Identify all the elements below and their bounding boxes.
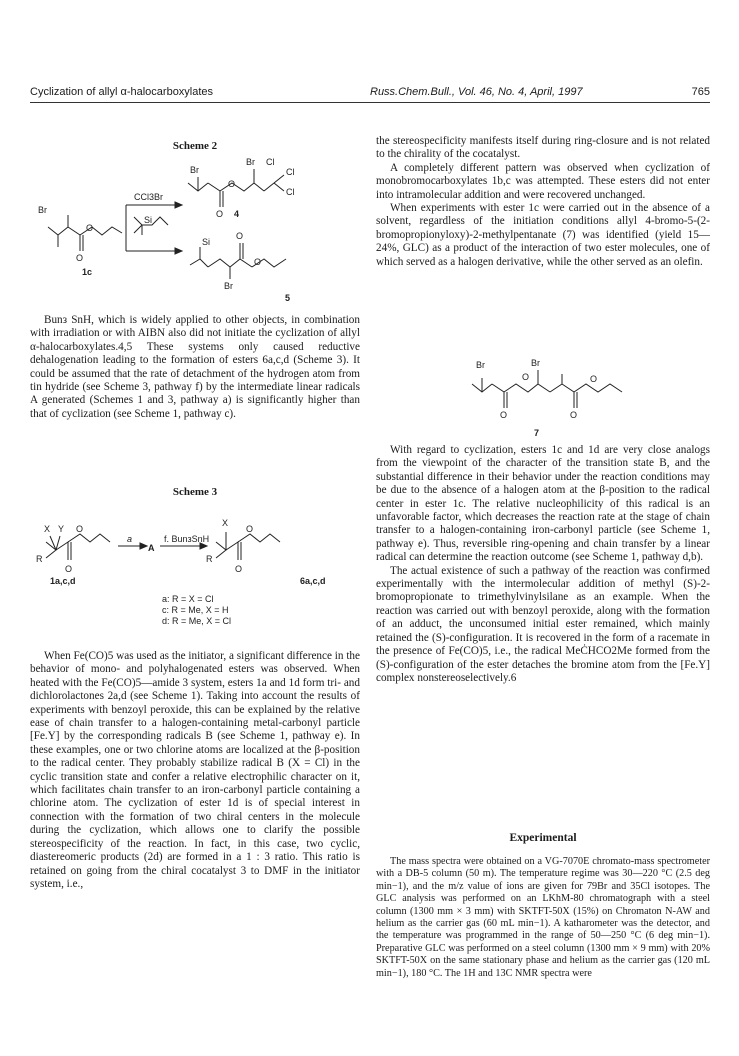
atom-si: Si bbox=[144, 215, 153, 225]
experimental-heading: Experimental bbox=[509, 832, 577, 844]
paragraph: The mass spectra were obtained on a VG-7070E chromato-mass spectrometer with a DB-5 column (50 m). The temperature regime was 30—220 °C (2.5 deg min−1), and the m/z value of ions are given for 79Br and 35Cl isotopes. The GLC analysis was performed on an LKhM-80 chromatograph with a steel column (1300 mm × 3 mm) with SKTFT-50X (15%) on Chromaton N-AW and helium as the carrier gas (60 mL min−1). A katharometer was the detector, and the temperature was programmed in the range of 50—250 °C (6 deg min−1). Preparative GLC was performed on a steel column (1300 mm × 9 mm) with 20% SKTFT-50X on the same stationary phase and helium as the carrier gas (120 mL min−1), 180 °C. The 1H and 13C NMR spectra were bbox=[376, 856, 710, 979]
paragraph: When experiments with ester 1c were carried out in the absence of a solvent, regardless of the initiation conditions allyl 4-bromo-5-(2-bromopropionyloxy)-2-methylpentanate (7) was identified (yield 15—24%, GLC) as a product of the interaction of two ester molecules, one of which served as a halogen derivative, while the other served as an olefin. bbox=[376, 202, 710, 268]
reagent-ccl3br: CCl3Br bbox=[134, 192, 164, 202]
paragraph: Bunз SnH, which is widely applied to other objects, in combination with irradiation or with AIBN also did not initiate the cyclization of allyl α-halocarboxylates.4,5 These systems only caused reductive dehalogenation leading to the formation of esters 6a,c,d (Scheme 3). It could be assumed that the rate of detachment of the hydrogen atom from tin hydride (see Scheme 3, pathway f) by the intermediate linear radicals A generated (Schemes 1 and 3, pathway a) is significantly higher than that of cyclization (see Scheme 1, pathway c). bbox=[30, 314, 360, 420]
atom-br: Br bbox=[38, 205, 47, 215]
paragraph: the stereospecificity manifests itself during ring-closure and is not related to the chirality of the cocatalyst. bbox=[376, 135, 710, 161]
left-column-lower bbox=[30, 650, 360, 891]
atom-o: O bbox=[86, 223, 94, 233]
scheme2-caption: Scheme 2 bbox=[172, 140, 218, 152]
running-header bbox=[30, 86, 710, 103]
atom-o: O bbox=[216, 209, 224, 219]
experimental-text bbox=[376, 856, 710, 980]
atom-o: O bbox=[235, 564, 243, 574]
atom-cl: Cl bbox=[266, 157, 275, 167]
scheme3-figure bbox=[30, 502, 360, 642]
atom-o: O bbox=[65, 564, 73, 574]
label-6acd: 6a,c,d bbox=[300, 576, 326, 586]
label-4: 4 bbox=[234, 209, 240, 219]
right-column-upper bbox=[376, 135, 710, 269]
atom-br: Br bbox=[190, 165, 199, 175]
atom-o: O bbox=[236, 231, 244, 241]
scheme2-figure bbox=[30, 155, 360, 305]
atom-o: O bbox=[570, 410, 578, 420]
header-journal-citation: Russ.Chem.Bull., Vol. 46, No. 4, April, 1997 bbox=[370, 86, 583, 98]
atom-si: Si bbox=[202, 237, 211, 247]
label-1c: 1c bbox=[82, 267, 93, 277]
atom-r: R bbox=[36, 554, 43, 564]
atom-x: X bbox=[222, 518, 229, 528]
atom-cl: Cl bbox=[286, 187, 295, 197]
header-article-title: Cyclization of allyl α-halocarboxylates bbox=[30, 86, 214, 98]
atom-r: R bbox=[206, 554, 213, 564]
atom-y: Y bbox=[58, 524, 65, 534]
scheme3-caption: Scheme 3 bbox=[172, 486, 218, 498]
atom-br: Br bbox=[531, 358, 540, 368]
atom-o: O bbox=[228, 179, 236, 189]
legend-d: d: R = Me, X = Cl bbox=[162, 616, 232, 626]
atom-o: O bbox=[500, 410, 508, 420]
atom-br: Br bbox=[246, 157, 255, 167]
paragraph: The actual existence of such a pathway of the reaction was confirmed experimentally with the intermolecular addition of methyl (S)-2-bromopropionate to trimethylvinylsilane as an example. When the reaction was carried out with benzoyl peroxide, along with the formation of an adduct, the unconsumed initial ester remained, which mainly retained the (S)-configuration. It is recovered in the form of a racemate in the presence of Fe(CO)5, i.e., the radical MeĊHCO2Me formed from the (S)-configuration of the ester detaches the bromine atom from the [Fe.Y] complex nonstereoselectively.6 bbox=[376, 564, 710, 684]
atom-cl: Cl bbox=[286, 167, 295, 177]
arrow-a-label: a bbox=[127, 534, 133, 544]
intermediate-a: A bbox=[148, 543, 155, 553]
atom-o: O bbox=[522, 372, 530, 382]
atom-br: Br bbox=[476, 360, 485, 370]
atom-br: Br bbox=[224, 281, 233, 291]
paragraph: A completely different pattern was observed when cyclization of monobromocarboxylates 1b,c was attempted. These esters did not enter into intramolecular addition and were recovered unchanged. bbox=[376, 161, 710, 201]
atom-o: O bbox=[76, 524, 84, 534]
paragraph: With regard to cyclization, esters 1c and 1d are very close analogs from the viewpoint of the character of the transition state B, and the substantial difference in their behavior under the reaction conditions may be due to the absence of a halogen atom at the β-position to the radical center in ester 1c. The relative nucleophilicity of this radical is an unfavorable factor, which decreases the reaction rate at the stage of chain transfer to a halogen-containing iron-carbonyl particle (see Scheme 1, pathway e). Thus, reversible ring-opening and chain transfer by a linear radical can determine the reaction outcome (see Scheme 1, pathway d,b). bbox=[376, 444, 710, 564]
arrow-f-label: f. BunзSnH bbox=[164, 534, 210, 544]
legend-a: a: R = X = Cl bbox=[162, 594, 214, 604]
label-1acd: 1a,c,d bbox=[50, 576, 76, 586]
paragraph: When Fe(CO)5 was used as the initiator, a significant difference in the behavior of mono- and polyhalogenated esters was observed. When heated with the Fe(CO)5—amide 3 system, esters 1a and 1d form tri- and dichlorolactones 2a,d (see Scheme 1). Taking into account the results of experiments with benzoyl peroxide, this can be explained by the relative ease of chain transfer to a halogen-containing metal-carbonyl particle [Fe.Y] by the corresponding radicals B (see Scheme 1, pathway e). In these examples, one or two chlorine atoms are localized at the β-position to the radical center. They probably stabilize radical B (X = Cl) in the cyclic transition state and confer a relative electrophilic character on it, which facilitates chain transfer to an iron-carbonyl particle containing a chlorine atom. The cyclization of ester 1d is of special interest in connection with the formation of two chiral centers in the molecule during the cyclization, which allows one to clarify the possible stereospecificity of the reaction. In fact, in this case, two cyclic, diastereomeric products (2d) are formed in a 1 : 3 ratio. This ratio is retained on going from the chiral cocatalyst 3 to DMF in the initiator system, i.e., bbox=[30, 650, 360, 890]
atom-o: O bbox=[254, 257, 262, 267]
atom-x: X bbox=[44, 524, 51, 534]
legend-c: c: R = Me, X = H bbox=[162, 605, 229, 615]
atom-o: O bbox=[246, 524, 254, 534]
atom-o: O bbox=[590, 374, 598, 384]
compound7-figure bbox=[376, 340, 710, 440]
label-7: 7 bbox=[534, 428, 540, 438]
right-column-lower bbox=[376, 444, 710, 685]
left-column-upper bbox=[30, 314, 360, 421]
label-5: 5 bbox=[285, 293, 291, 303]
header-page-number: 765 bbox=[691, 86, 710, 98]
atom-o: O bbox=[76, 253, 84, 263]
